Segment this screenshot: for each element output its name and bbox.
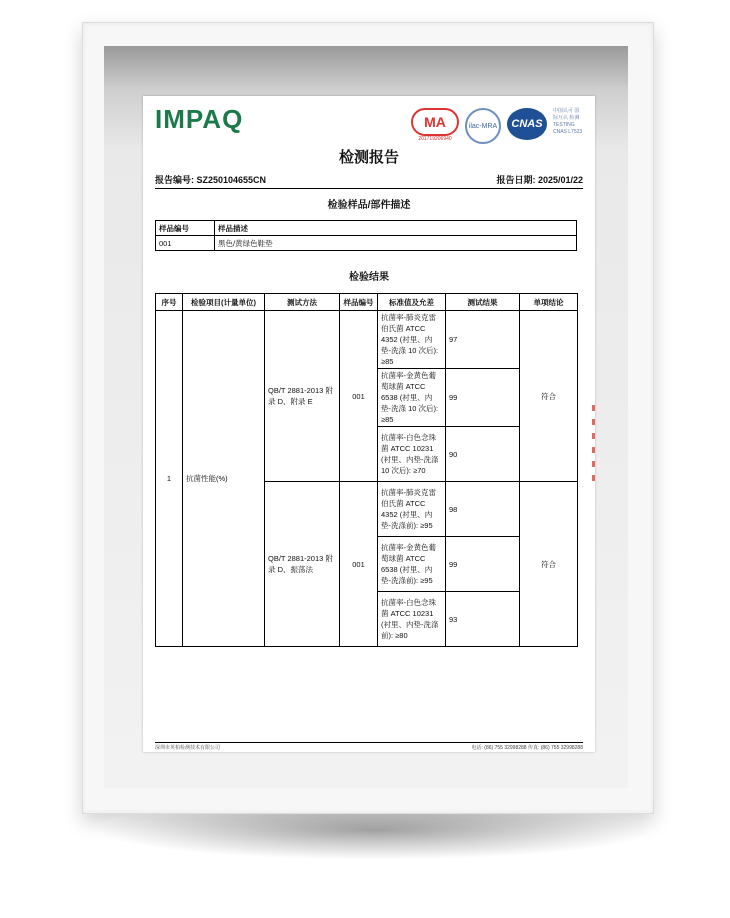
header-sample: 样品编号 xyxy=(340,294,378,311)
sample-table xyxy=(155,220,577,251)
seal-edge-mark xyxy=(592,405,595,485)
report-number: 报告编号: SZ250104655CN xyxy=(155,175,267,185)
row-seq: 1 xyxy=(156,311,183,647)
group1-result-1: 97 xyxy=(446,311,520,369)
header-item: 检验项目(计量单位) xyxy=(183,294,265,311)
header-conclusion: 单项结论 xyxy=(520,294,578,311)
sample-section-title: 检验样品/部件描述 xyxy=(327,200,411,211)
cnas-accreditation-text: 中国认可 国际互认 检测 TESTING CNAS L7523 xyxy=(553,108,583,135)
page-footer xyxy=(155,742,583,751)
ilac-mra-logo: ilac-MRA xyxy=(465,108,501,144)
group2-conclusion: 符合 xyxy=(520,482,578,647)
sample-header-no: 样品编号 xyxy=(156,221,215,236)
group2-sample: 001 xyxy=(340,482,378,647)
ma-mark xyxy=(411,108,459,142)
impaq-logo: IMPAQ xyxy=(155,104,244,134)
group2-std-3: 抗菌率-白色念珠菌 ATCC 10231 (衬里、内垫-洗涤前): ≥80 xyxy=(378,592,446,647)
sample-header-desc: 样品描述 xyxy=(215,221,577,236)
group1-std-3: 抗菌率-白色念珠菌 ATCC 10231 (衬里、内垫-洗涤 10 次后): ≥70 xyxy=(378,427,446,482)
group1-std-2: 抗菌率-金黄色葡萄球菌 ATCC 6538 (衬里、内垫-洗涤 10 次后): ≥85 xyxy=(378,369,446,427)
ma-number: 201719206940 xyxy=(418,136,452,142)
group2-result-1: 98 xyxy=(446,482,520,537)
footer-company: 深圳市英柏检测技术有限公司 xyxy=(155,745,221,751)
results-section-title: 检验结果 xyxy=(349,272,389,283)
group2-method: QB/T 2881-2013 附录 D、振荡法 xyxy=(265,482,340,647)
group2-std-1: 抗菌率-肺炎克雷伯氏菌 ATCC 4352 (衬里、内垫-洗涤前): ≥95 xyxy=(378,482,446,537)
header-standard: 标准值及允差 xyxy=(378,294,446,311)
table-row xyxy=(156,311,578,369)
header-seq: 序号 xyxy=(156,294,183,311)
group2-result-2: 99 xyxy=(446,537,520,592)
report-page xyxy=(143,96,595,752)
header-method: 测试方法 xyxy=(265,294,340,311)
group2-result-3: 93 xyxy=(446,592,520,647)
document-title: 检测报告 xyxy=(338,149,399,166)
certification-marks xyxy=(411,108,583,144)
group1-std-1: 抗菌率-肺炎克雷伯氏菌 ATCC 4352 (衬里、内垫-洗涤 10 次后): ≥85 xyxy=(378,311,446,369)
group1-sample: 001 xyxy=(340,311,378,482)
footer-contact: 电话: (86) 755 32998288 传真: (86) 755 32998288 xyxy=(471,745,583,751)
ma-logo: MA xyxy=(411,108,459,136)
group1-conclusion: 符合 xyxy=(520,311,578,482)
report-meta xyxy=(155,173,583,189)
report-date: 报告日期: 2025/01/22 xyxy=(496,175,583,185)
group1-method: QB/T 2881-2013 附录 D、附录 E xyxy=(265,311,340,482)
group1-result-3: 90 xyxy=(446,427,520,482)
group2-std-2: 抗菌率-金黄色葡萄球菌 ATCC 6538 (衬里、内垫-洗涤前): ≥95 xyxy=(378,537,446,592)
sample-no: 001 xyxy=(156,236,215,251)
results-header-row xyxy=(156,294,578,311)
sample-desc: 黑色/黄绿色鞋垫 xyxy=(215,236,577,251)
cnas-logo: CNAS xyxy=(507,108,547,140)
row-item: 抗菌性能(%) xyxy=(183,311,265,647)
header-result: 测试结果 xyxy=(446,294,520,311)
group1-result-2: 99 xyxy=(446,369,520,427)
results-table xyxy=(155,293,578,647)
